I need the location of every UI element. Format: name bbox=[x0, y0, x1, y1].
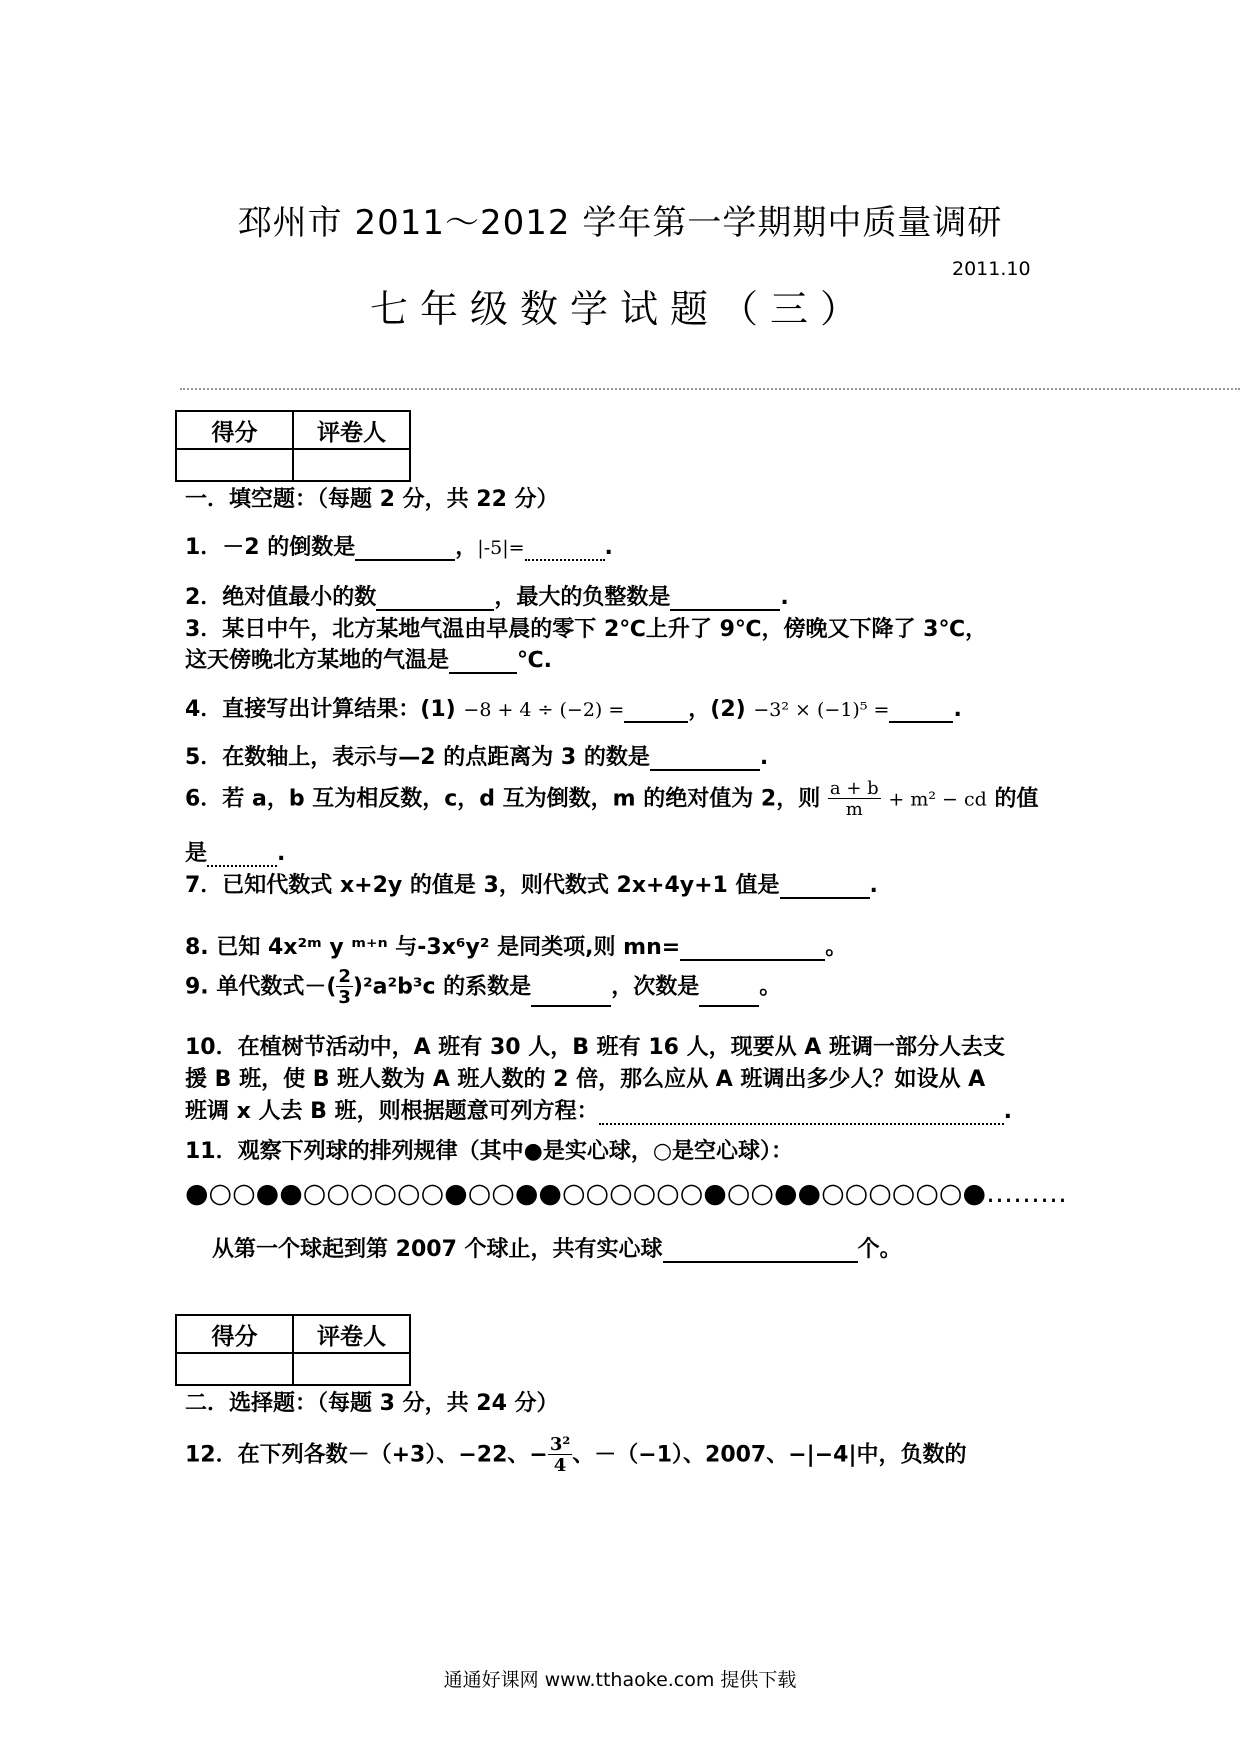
exam-date: 2011.10 bbox=[952, 258, 1031, 280]
answer-blank[interactable] bbox=[624, 696, 688, 723]
question-11: 11．观察下列球的排列规律（其中●是实心球，○是空心球）： bbox=[185, 1139, 794, 1164]
answer-blank[interactable] bbox=[525, 534, 605, 561]
score-cell bbox=[176, 1353, 293, 1385]
answer-blank[interactable] bbox=[650, 744, 760, 771]
section2-heading: 二．选择题：（每题 3 分，共 24 分） bbox=[185, 1391, 559, 1416]
question-9: 9. 单代数式－( $\frac{2}{3}$ )²a²b³c 的系数是 ，次数是 。 bbox=[185, 966, 782, 1008]
grader-cell bbox=[293, 1353, 410, 1385]
score-table-1 bbox=[175, 410, 411, 482]
grader-header: 评卷人 bbox=[293, 411, 410, 449]
answer-blank[interactable] bbox=[449, 647, 517, 674]
question-11-line2: 从第一个球起到第 2007 个球止，共有实心球 个。 bbox=[212, 1237, 902, 1262]
answer-blank[interactable] bbox=[680, 934, 825, 961]
fraction: $\frac{a + b}{m}$ bbox=[829, 778, 879, 820]
question-3-line1: 3．某日中午，北方某地气温由早晨的零下 2℃上升了 9℃，傍晚又下降了 3℃， bbox=[185, 617, 988, 642]
answer-blank[interactable] bbox=[780, 872, 870, 899]
score-cell bbox=[176, 449, 293, 481]
answer-blank[interactable] bbox=[663, 1236, 858, 1263]
question-10-line3: 班调 x 人去 B 班，则根据题意可列方程： . bbox=[185, 1099, 1012, 1124]
question-1: 1．－2 的倒数是 ，|-5|= . bbox=[185, 535, 613, 560]
question-12: 12．在下列各数－（+3）、−22、− $\frac{\text{3²}}{4}$ 、－（−1）、2007、−|−4|中，负数的 bbox=[185, 1434, 967, 1476]
answer-blank[interactable] bbox=[670, 584, 780, 611]
exam-subtitle: 七年级数学试题（三） bbox=[369, 287, 870, 331]
dotted-divider bbox=[180, 388, 1240, 390]
answer-blank[interactable] bbox=[531, 980, 611, 1007]
question-7: 7．已知代数式 x+2y 的值是 3，则代数式 2x+4y+1 值是 . bbox=[185, 873, 878, 898]
section1-heading: 一．填空题：（每题 2 分，共 22 分） bbox=[185, 487, 559, 512]
question-8: 8. 已知 4x²ᵐ y ᵐ⁺ⁿ 与-3x⁶y² 是同类项,则 mn= 。 bbox=[185, 935, 848, 960]
answer-blank[interactable] bbox=[207, 840, 277, 867]
answer-blank[interactable] bbox=[376, 584, 494, 611]
question-6-line1: 6．若 a，b 互为相反数，c，d 互为倒数，m 的绝对值为 2，则 $\frac{a + b}{m}$ + m² − cd 的值 bbox=[185, 778, 1039, 820]
question-5: 5．在数轴上，表示与—2 的点距离为 3 的数是 . bbox=[185, 745, 769, 770]
answer-blank[interactable] bbox=[889, 696, 953, 723]
fraction: $\frac{2}{3}$ bbox=[338, 966, 351, 1008]
fraction: $\frac{\text{3²}}{4}$ bbox=[549, 1434, 571, 1476]
ball-sequence: ●○○●●○○○○○○●○○●●○○○○○○●○○●●○○○○○○●……… bbox=[185, 1178, 1068, 1209]
answer-blank[interactable] bbox=[355, 534, 455, 561]
grader-header: 评卷人 bbox=[293, 1315, 410, 1353]
grader-cell bbox=[293, 449, 410, 481]
question-3-line2: 这天傍晚北方某地的气温是 ℃. bbox=[185, 648, 553, 673]
page-footer: 通通好课网 www.tthaoke.com 提供下载 bbox=[443, 1669, 797, 1691]
question-4: 4．直接写出计算结果：(1) −8 + 4 ÷ (−2) = ，(2) −3² × (−1)⁵ = . bbox=[185, 697, 962, 722]
answer-blank[interactable] bbox=[699, 980, 759, 1007]
score-header: 得分 bbox=[176, 411, 293, 449]
exam-title: 邳州市 2011～2012 学年第一学期期中质量调研 bbox=[237, 203, 1003, 243]
question-10-line1: 10．在植树节活动中，A 班有 30 人，B 班有 16 人，现要从 A 班调一部分人去支 bbox=[185, 1035, 1005, 1060]
score-header: 得分 bbox=[176, 1315, 293, 1353]
score-table-2 bbox=[175, 1314, 411, 1386]
question-2: 2．绝对值最小的数 ，最大的负整数是 . bbox=[185, 585, 789, 610]
question-10-line2: 援 B 班，使 B 班人数为 A 班人数的 2 倍，那么应从 A 班调出多少人？如设从 A bbox=[185, 1067, 986, 1092]
question-6-line2: 是 . bbox=[185, 841, 286, 866]
answer-blank[interactable] bbox=[599, 1098, 1004, 1125]
